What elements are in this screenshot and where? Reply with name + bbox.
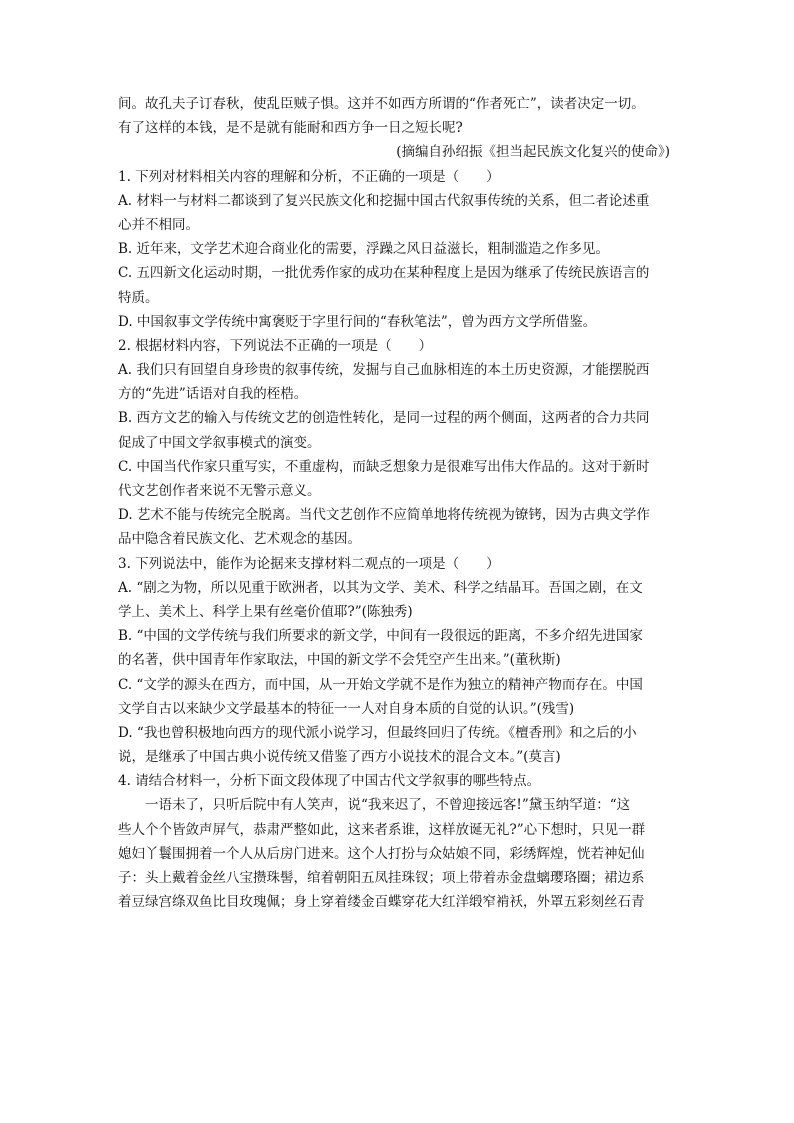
passage-line: 一语未了，只听后院中有人笑声，说“我来迟了，不曾迎接远客!”黛玉纳罕道：“这: [145, 797, 631, 814]
option-3c: C. “文学的源头在西方，而中国，从一开始文学就不是作为独立的精神产物而存在。中国: [118, 676, 643, 693]
option-2c: C. 中国当代作家只重写实，不重虚构，而缺乏想象力是很难写出伟大作品的。这对于新时: [118, 458, 650, 475]
passage-line: 媳妇丫鬟围拥着一个人从后房门进来。这个人打扮与众姑娘不同，彩绣辉煌，恍若神妃仙: [118, 845, 645, 862]
option-1a-cont: 心并不相同。: [118, 216, 199, 233]
option-3b: B. “中国的文学传统与我们所要求的新文学，中间有一段很远的距离，不多介绍先进国家: [118, 628, 643, 645]
question-1: 1. 下列对材料相关内容的理解和分析，不正确的一项是（ ）: [118, 168, 500, 185]
option-1c: C. 五四新文化运动时期，一批优秀作家的成功在某种程度上是因为继承了传统民族语言的: [118, 265, 650, 282]
option-3c-cont: 文学自古以来缺少文学最基本的特征一一人对自身本质的自觉的认识。”(残雪): [118, 700, 575, 717]
passage-line: 子：头上戴着金丝八宝攒珠髻，绾着朝阳五凤挂珠钗；项上带着赤金盘螭璎珞圈；裙边系: [118, 870, 645, 886]
passage-line: 些人个个皆敛声屏气，恭肃严整如此，这来者系谁，这样放诞无礼?”心下想时，只见一群: [118, 821, 646, 838]
text-line: 有了这样的本钱，是不是就有能耐和西方争一日之短长呢?: [118, 120, 463, 137]
option-2c-cont: 代文艺创作者来说不无警示意义。: [118, 483, 321, 499]
question-2: 2. 根据材料内容，下列说法不正确的一项是（ ）: [118, 337, 433, 354]
text-line: 间。故孔夫子订春秋，使乱臣贼子惧。这并不如西方所谓的“作者死亡”，读者决定一切。: [118, 96, 645, 112]
option-3d: D. “我也曾积极地向西方的现代派小说学习，但最终回归了传统。《檀香刑》和之后的小: [118, 724, 637, 741]
option-1c-cont: 特质。: [118, 289, 159, 306]
option-1a: A. 材料一与材料二都谈到了复兴民族文化和挖掘中国古代叙事传统的关系，但二者论述重: [118, 192, 650, 209]
option-2b-cont: 促成了中国文学叙事模式的演变。: [118, 434, 321, 451]
question-4: 4. 请结合材料一，分析下面文段体现了中国古代文学叙事的哪些特点。: [118, 773, 541, 790]
question-3: 3. 下列说法中，能作为论据来支撑材料二观点的一项是（ ）: [118, 555, 500, 572]
option-1b: B. 近年来，文学艺术迎合商业化的需要，浮躁之风日益滋长，粗制滥造之作多见。: [118, 241, 610, 258]
option-2a-cont: 方的“先进”话语对自我的桎梏。: [118, 386, 308, 403]
option-1d: D. 中国叙事文学传统中寓褒贬于字里行间的“春秋笔法”，曾为西方文学所借鉴。: [118, 313, 597, 330]
option-2b: B. 西方文艺的输入与传统文艺的创造性转化，是同一过程的两个侧面，这两者的合力共同: [118, 410, 650, 427]
option-2d: D. 艺术不能与传统完全脱离。当代文艺创作不应简单地将传统视为镣铐，因为古典文学作: [118, 507, 650, 524]
source-citation: (摘编自孙绍振《担当起民族文化复兴的使命》): [396, 144, 670, 161]
option-3d-cont: 说，是继承了中国古典小说传统又借鉴了西方小说技术的混合文本。”(莫言): [118, 749, 561, 766]
option-3a: A. “剧之为物，所以见重于欧洲者，以其为文学、美术、科学之结晶耳。吾国之剧，在文: [118, 579, 643, 596]
passage-line: 着豆绿宫绦双鱼比目玫瑰佩；身上穿着缕金百蝶穿花大红洋缎窄褃袄，外罩五彩刻丝石青: [118, 894, 645, 911]
option-2a: A. 我们只有回望自身珍贵的叙事传统，发掘与自己血脉相连的本土历史资源，才能摆脱西: [118, 362, 650, 379]
option-3b-cont: 的名著，供中国青年作家取法，中国的新文学不会凭空产生出来。”(董秋斯): [118, 652, 561, 669]
option-3a-cont: 学上、美术上、科学上果有丝毫价值耶?”(陈独秀): [118, 603, 413, 620]
option-2d-cont: 品中隐含着民族文化、艺术观念的基因。: [118, 531, 361, 548]
document-page: [118, 92, 676, 914]
